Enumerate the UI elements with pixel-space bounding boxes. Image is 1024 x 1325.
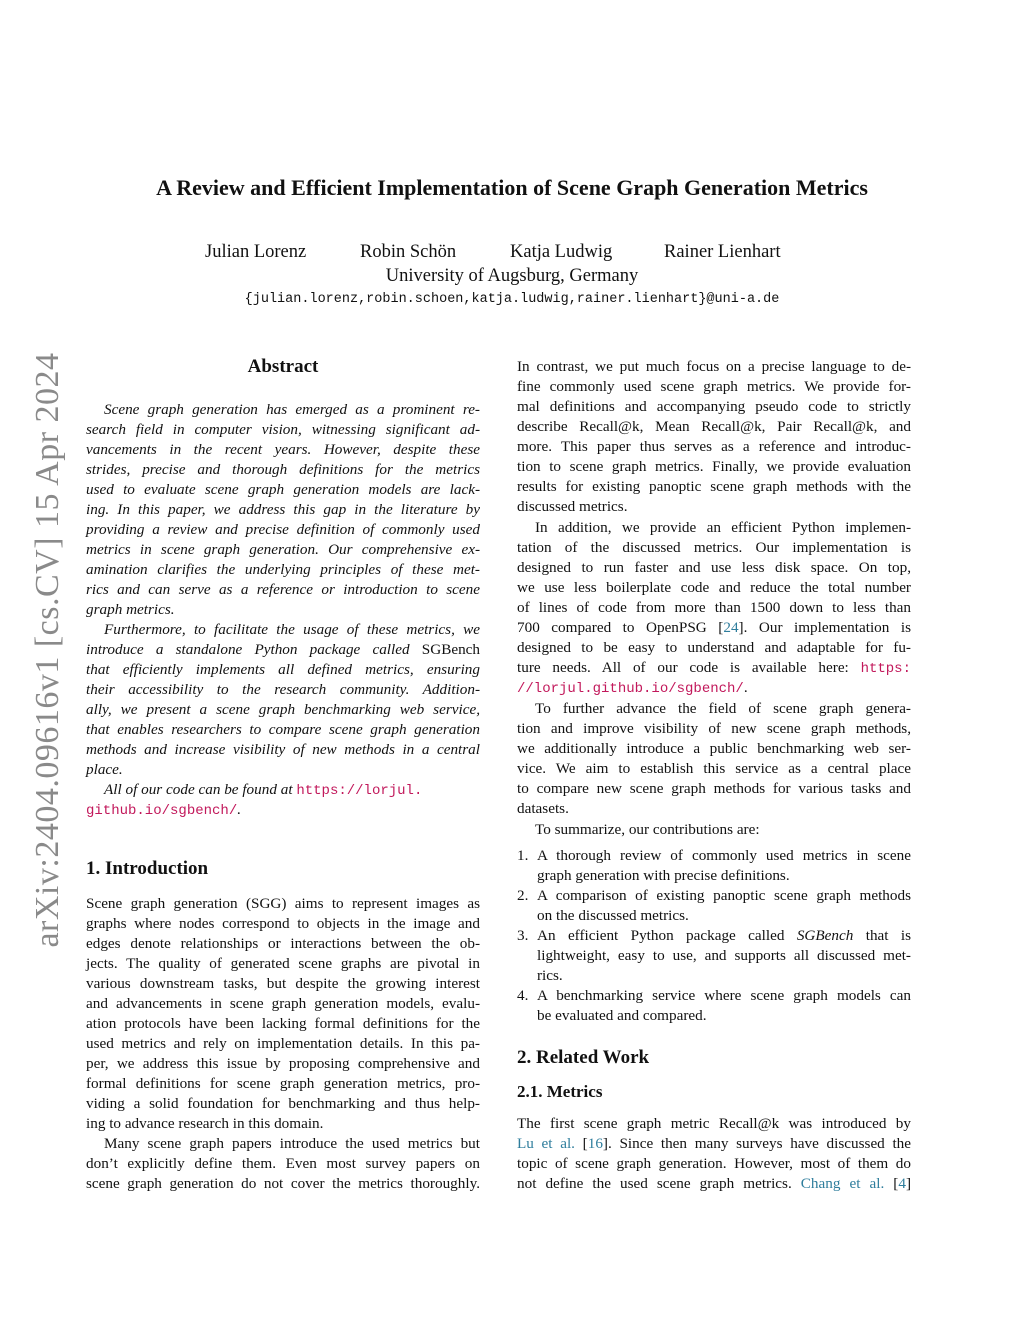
- body-text: ]. Since then many surveys have discussed the: [602, 1135, 912, 1152]
- body-line: designed to be easy to understand and adaptable for fu-: [517, 639, 911, 656]
- author-emails: {julian.lorenz,robin.schoen,katja.ludwig,rainer.lienhart}@uni-a.de: [244, 292, 780, 307]
- introduction-heading: 1. Introduction: [86, 858, 209, 879]
- intro-line: various downstream tasks, but despite the growing interest: [86, 975, 480, 992]
- related-work-heading: 2. Related Work: [517, 1047, 650, 1068]
- body-line: The first scene graph metric Recall@k was introduced by: [517, 1115, 911, 1132]
- abstract-line: [86, 640, 480, 660]
- author-name: Rainer Lienhart: [664, 242, 781, 262]
- body-line: designed to run faster and use less disk space. On top,: [517, 559, 911, 576]
- body-line: datasets.: [517, 800, 569, 817]
- intro-line: edges denote relationships or interactions between the ob-: [86, 935, 480, 952]
- metrics-subheading: 2.1. Metrics: [517, 1082, 603, 1101]
- intro-line: Many scene graph papers introduce the used metrics but: [104, 1135, 480, 1152]
- citation-link[interactable]: Lu et al.: [517, 1135, 575, 1152]
- abstract-text: All of our code can be found at: [104, 781, 297, 798]
- list-text: that is: [853, 927, 912, 944]
- body-line: tation of the discussed metrics. Our implementation is: [517, 539, 911, 556]
- abstract-line: that efficiently implements all defined metrics, ensuring: [86, 661, 480, 678]
- intro-line: ing to advance research in this domain.: [86, 1115, 324, 1132]
- abstract-line: place.: [86, 761, 123, 778]
- code-url-link[interactable]: https://lorjul.: [296, 783, 423, 799]
- citation-link[interactable]: 4: [898, 1175, 906, 1192]
- abstract-line: providing a review and precise definition of commonly used: [86, 521, 480, 538]
- list-line: A benchmarking service where scene graph models can: [537, 987, 911, 1004]
- body-text: 700 compared to OpenPSG [: [517, 619, 724, 636]
- abstract-line: [104, 780, 480, 800]
- intro-line: viding a solid foundation for benchmarking and thus help-: [86, 1095, 480, 1112]
- citation-link[interactable]: Chang et al.: [800, 1175, 885, 1192]
- list-line: on the discussed metrics.: [537, 907, 689, 924]
- abstract-line: their accessibility to the research community. Addition-: [86, 681, 480, 698]
- abstract-line: metrics in scene graph generation. Our comprehensive ex-: [86, 541, 480, 558]
- author-name: Julian Lorenz: [205, 242, 307, 262]
- body-line: vice. We aim to establish this service as a central place: [517, 760, 911, 777]
- abstract-line: methods and increase visibility of new methods in a central: [86, 741, 480, 758]
- body-text: ]: [905, 1175, 911, 1192]
- body-line: topic of scene graph generation. However, most of them do: [517, 1155, 911, 1172]
- list-number: 4.: [517, 987, 529, 1004]
- list-number: 3.: [517, 927, 529, 944]
- abstract-line: vancements in the recent years. However, despite these: [86, 441, 480, 458]
- sgbench-name: SGBench: [796, 927, 854, 944]
- body-text: [: [574, 1135, 588, 1152]
- author-name: Katja Ludwig: [510, 242, 613, 262]
- body-line: [517, 1174, 911, 1194]
- body-line: mal definitions and accompanying pseudo code to strictly: [517, 398, 911, 415]
- intro-line: per, we address this issue by proposing comprehensive and: [86, 1055, 480, 1072]
- abstract-heading: Abstract: [247, 356, 319, 377]
- citation-link[interactable]: 16: [587, 1135, 603, 1152]
- abstract-line: amination clarifies the underlying principles of these met-: [86, 561, 480, 578]
- list-number: 1.: [517, 847, 529, 864]
- body-line: to compare new scene graph methods for various tasks and: [517, 780, 911, 797]
- body-line: describe Recall@k, Mean Recall@k, Pair Recall@k, and: [517, 418, 911, 435]
- list-line: graph generation with precise definitions.: [537, 867, 790, 884]
- abstract-text: introduce a standalone Python package called: [86, 641, 422, 658]
- list-line: A thorough review of commonly used metrics in scene: [537, 847, 911, 864]
- abstract-line: strides, precise and thorough definitions for the metrics: [86, 461, 480, 478]
- intro-line: don’t explicitly define them. Even most survey papers on: [86, 1155, 480, 1172]
- intro-line: formal definitions for scene graph generation metrics, pro-: [86, 1075, 480, 1092]
- body-line: we additionally introduce a public benchmarking web ser-: [517, 740, 911, 757]
- body-line: we use less boilerplate code and reduce the total number: [517, 579, 911, 596]
- code-url-link[interactable]: //lorjul.github.io/sgbench/: [517, 681, 744, 697]
- affiliation: University of Augsburg, Germany: [385, 266, 639, 286]
- abstract-line: search field in computer vision, witnessing significant ad-: [86, 421, 480, 438]
- sgbench-name: SGBench: [421, 641, 480, 658]
- list-line: be evaluated and compared.: [537, 1007, 707, 1024]
- list-line: A comparison of existing panoptic scene graph methods: [537, 887, 911, 904]
- body-text: [: [884, 1175, 899, 1192]
- abstract-line: graph metrics.: [86, 601, 175, 618]
- body-text: ]. Our implementation is: [738, 619, 911, 636]
- intro-line: scene graph generation do not cover the metrics thoroughly.: [86, 1175, 480, 1192]
- intro-line: used metrics and rely on implementation details. In this pa-: [86, 1035, 480, 1052]
- abstract-line: used to evaluate scene graph generation models are lack-: [86, 481, 480, 498]
- body-line: of lines of code from more than 1500 down to less than: [517, 599, 911, 616]
- abstract-line: Scene graph generation has emerged as a prominent re-: [104, 401, 480, 418]
- body-line: [517, 678, 911, 698]
- intro-line: Scene graph generation (SGG) aims to represent images as: [86, 895, 480, 912]
- code-url-link[interactable]: https:: [860, 661, 911, 677]
- body-line: more. This paper thus serves as a reference and introduc-: [517, 438, 911, 455]
- body-text: .: [743, 679, 748, 696]
- body-line: tion to scene graph metrics. Finally, we provide evaluation: [517, 458, 911, 475]
- citation-link[interactable]: 24: [723, 619, 739, 636]
- abstract-line: that enables researchers to compare scene graph generation: [86, 721, 480, 738]
- body-line: To further advance the field of scene graph genera-: [535, 700, 911, 717]
- body-line: In addition, we provide an efficient Python implemen-: [535, 519, 911, 536]
- contributions-intro: To summarize, our contributions are:: [535, 821, 760, 838]
- body-line: results for existing panoptic scene graph methods with the: [517, 478, 911, 495]
- author-name: Robin Schön: [360, 242, 457, 262]
- list-line: rics.: [537, 967, 563, 984]
- abstract-text: .: [237, 801, 242, 818]
- body-text: not define the used scene graph metrics.: [517, 1175, 801, 1192]
- intro-line: jects. The quality of generated scene graphs are pivotal in: [86, 955, 480, 972]
- abstract-line: ing. In this paper, we address this gap in the literature by: [86, 501, 480, 518]
- list-line: [537, 926, 911, 946]
- body-line: [517, 1134, 911, 1154]
- body-line: [517, 658, 911, 678]
- body-line: fine commonly used scene graph metrics. We provide for-: [517, 378, 911, 395]
- abstract-line: ally, we present a scene graph benchmarking web service,: [86, 701, 480, 718]
- body-line: In contrast, we put much focus on a precise language to de-: [517, 358, 911, 375]
- body-text: ture needs. All of our code is available here:: [517, 659, 861, 676]
- code-url-link[interactable]: github.io/sgbench/: [86, 803, 238, 819]
- list-line: lightweight, easy to use, and supports all discussed met-: [537, 947, 911, 964]
- arxiv-identifier: arXiv:2404.09616v1 [cs.CV] 15 Apr 2024: [29, 352, 66, 948]
- abstract-line: [86, 800, 480, 820]
- body-line: discussed metrics.: [517, 498, 628, 515]
- paper-title: A Review and Efficient Implementation of Scene Graph Generation Metrics: [156, 175, 868, 200]
- intro-line: ation protocols have been lacking formal definitions for the: [86, 1015, 480, 1032]
- intro-line: graphs where nodes correspond to objects in the image and: [86, 915, 480, 932]
- list-number: 2.: [517, 887, 529, 904]
- abstract-line: rics and can serve as a reference or introduction to scene: [86, 581, 480, 598]
- abstract-line: Furthermore, to facilitate the usage of these metrics, we: [104, 621, 480, 638]
- body-line: tion and improve visibility of new scene graph methods,: [517, 720, 911, 737]
- list-text: An efficient Python package called: [537, 927, 797, 944]
- intro-line: and advancements in scene graph generation models, evalu-: [86, 995, 480, 1012]
- body-line: [517, 618, 911, 638]
